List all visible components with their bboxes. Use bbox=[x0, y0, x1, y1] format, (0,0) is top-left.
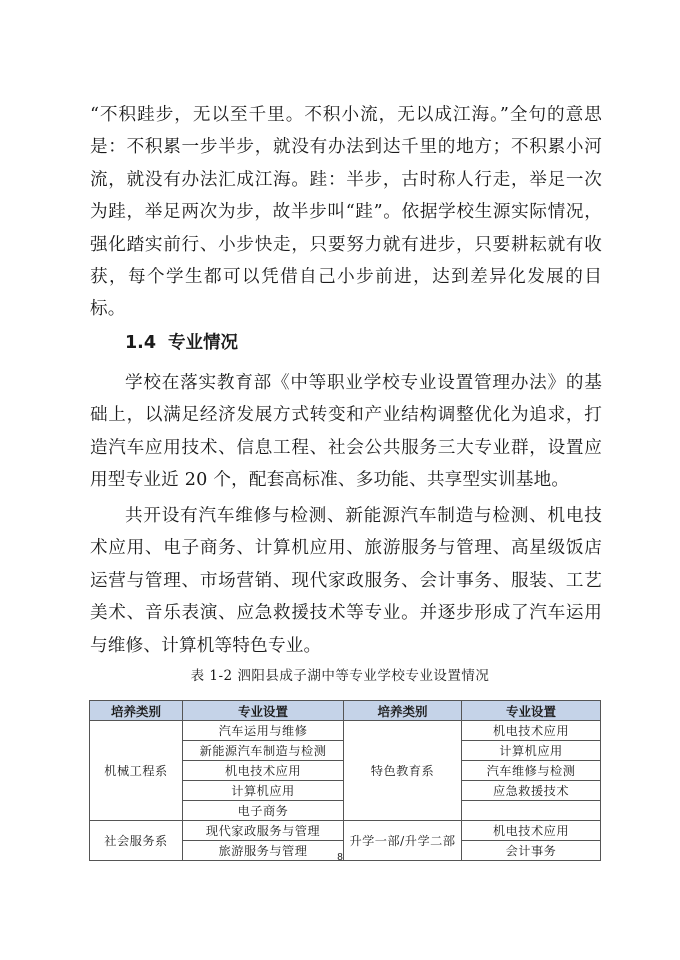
table-caption: 表 1-2 泗阳县成子湖中等专业学校专业设置情况 bbox=[190, 668, 490, 684]
major-cell: 汽车维修与检测 bbox=[462, 761, 601, 781]
major-cell: 会计事务 bbox=[462, 841, 601, 861]
paragraph-quote-explanation: “不积跬步，无以至千里。不积小流，无以成江海。”全句的意思是：不积累一步半步，就没有办法到达千里的地方；不积累小河流，就没有办法汇成江海。跬：半步，古时称人行走，举足一次为跬，举足两次为步，故半步叫“跬”。依据学校生源实际情况，强化踏实前行、小步快走，只要努力就有进步，只要耕耘就有收获，每个学生都可以凭借自己小步前进，达到差异化发展的目标。 bbox=[90, 105, 602, 320]
table-header: 专业设置 bbox=[462, 701, 601, 721]
major-cell: 新能源汽车制造与检测 bbox=[183, 741, 344, 761]
table-row bbox=[90, 721, 601, 741]
paragraph-major-list: 共开设有汽车维修与检测、新能源汽车制造与检测、机电技术应用、电子商务、计算机应用、旅游服务与管理、高星级饭店运营与管理、市场营销、现代家政服务、会计事务、服装、工艺美术、音乐表演、应急救援技术等专业。并逐步形成了汽车运用与维修、计算机等特色专业。 bbox=[90, 506, 602, 656]
major-cell: 计算机应用 bbox=[183, 781, 344, 801]
major-cell: 旅游服务与管理 bbox=[183, 841, 344, 861]
major-cell: 计算机应用 bbox=[462, 741, 601, 761]
major-cell: 机电技术应用 bbox=[183, 761, 344, 781]
major-cell-empty bbox=[462, 801, 601, 821]
category-cell: 社会服务系 bbox=[90, 821, 183, 861]
table-header-row bbox=[90, 701, 601, 721]
table-header: 专业设置 bbox=[183, 701, 344, 721]
category-cell: 特色教育系 bbox=[344, 721, 462, 821]
table-row bbox=[90, 821, 601, 841]
major-cell: 现代家政服务与管理 bbox=[183, 821, 344, 841]
major-cell: 机电技术应用 bbox=[462, 721, 601, 741]
category-cell: 机械工程系 bbox=[90, 721, 183, 821]
section-number: 1.4 bbox=[125, 333, 157, 353]
section-heading bbox=[125, 329, 250, 354]
section-title: 专业情况 bbox=[168, 333, 239, 353]
table-header: 培养类别 bbox=[344, 701, 462, 721]
table-header: 培养类别 bbox=[90, 701, 183, 721]
major-cell: 应急救援技术 bbox=[462, 781, 601, 801]
major-cell: 汽车运用与维修 bbox=[183, 721, 344, 741]
paragraph-major-setup: 学校在落实教育部《中等职业学校专业设置管理办法》的基础上，以满足经济发展方式转变和产业结构调整优化为追求，打造汽车应用技术、信息工程、社会公共服务三大专业群，设置应用型专业近 20 个，配套高标准、多功能、共享型实训基地。 bbox=[90, 373, 602, 491]
page-number: 8 bbox=[337, 852, 343, 863]
major-cell: 电子商务 bbox=[183, 801, 344, 821]
category-cell: 升学一部/升学二部 bbox=[344, 821, 462, 861]
major-setup-table bbox=[89, 700, 601, 861]
major-cell: 机电技术应用 bbox=[462, 821, 601, 841]
